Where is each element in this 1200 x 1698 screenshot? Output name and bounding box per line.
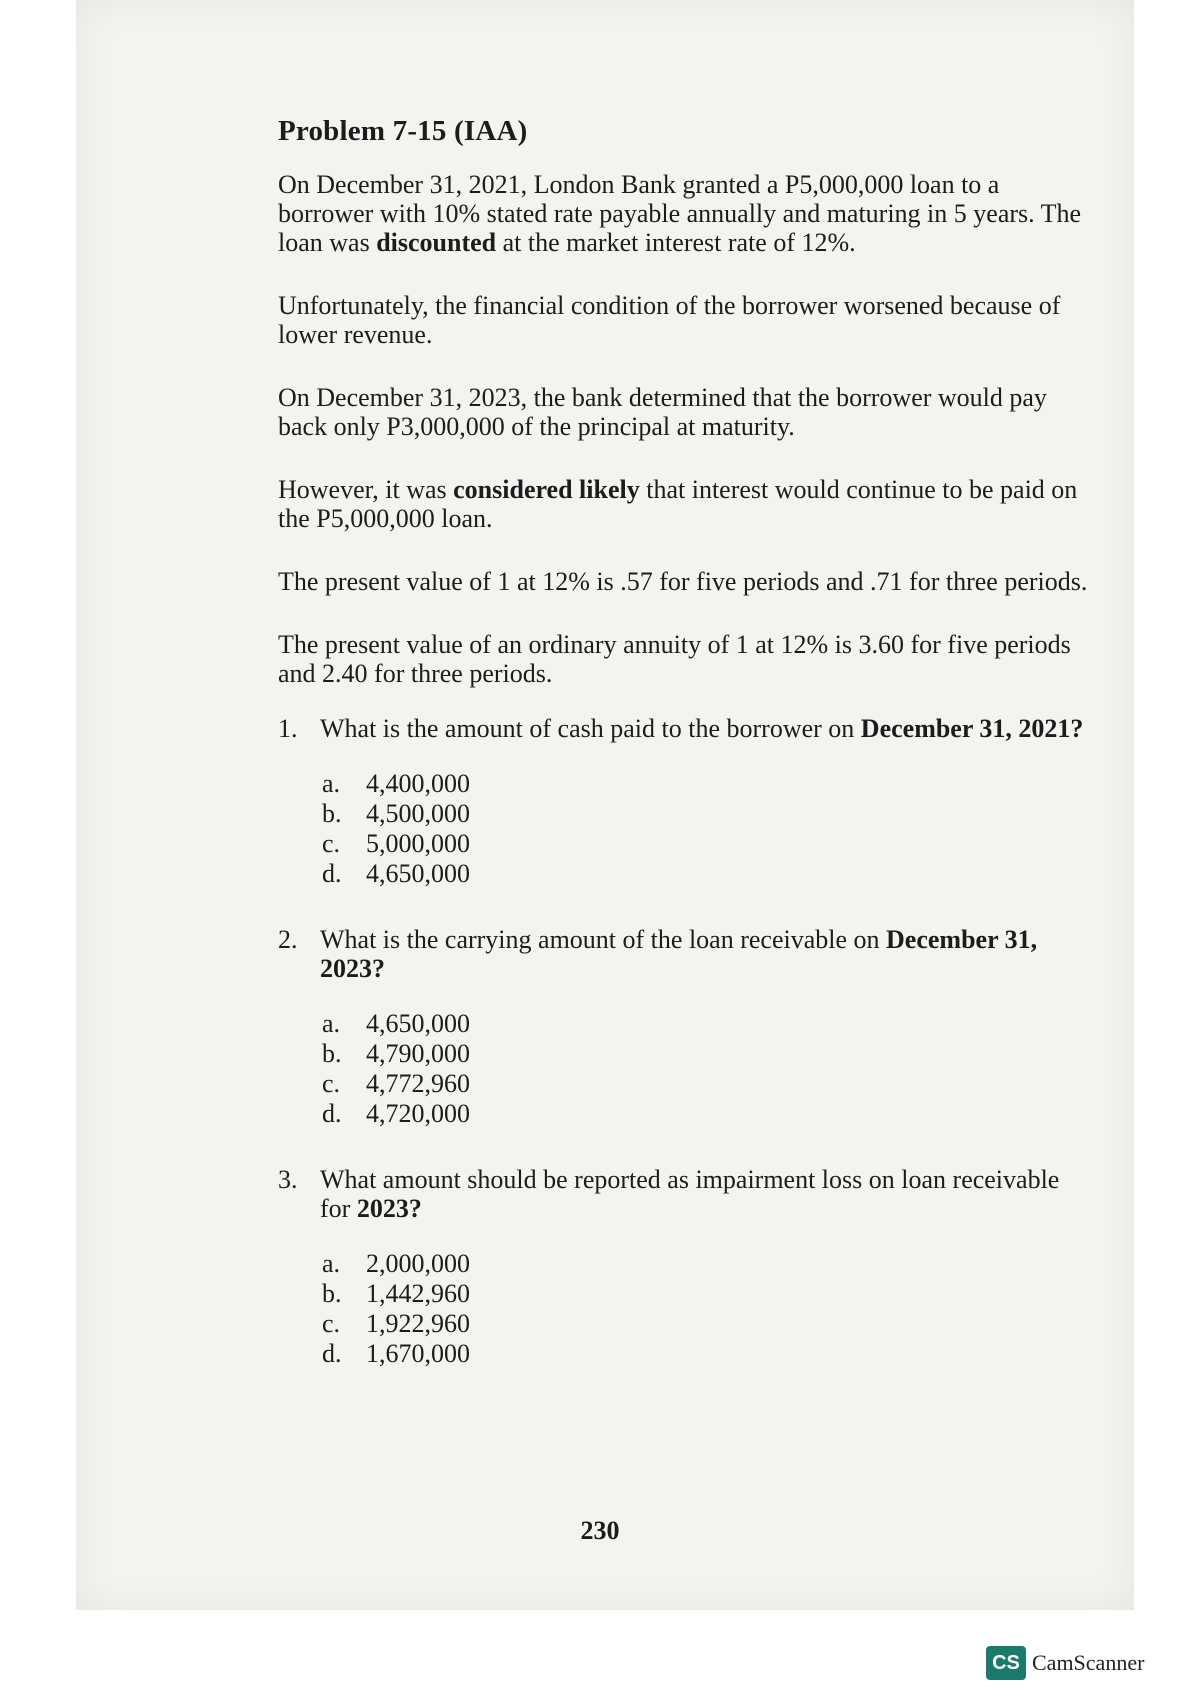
- option: [322, 799, 1090, 829]
- option-letter: d.: [322, 859, 342, 888]
- option: [322, 1099, 1090, 1129]
- option-value: 4,400,000: [366, 769, 470, 798]
- option-letter: c.: [322, 1069, 341, 1098]
- paragraph-determination: On December 31, 2023, the bank determined that the borrower would pay back only P3,000,000 of the principal at maturity.: [278, 383, 1047, 441]
- option: [322, 769, 1090, 799]
- option: [322, 829, 1090, 859]
- option-letter: c.: [322, 1309, 341, 1338]
- option-value: 1,442,960: [366, 1279, 470, 1308]
- paragraph-loan-terms: [278, 170, 1090, 257]
- question-3: [278, 1165, 1090, 1223]
- option-value: 4,650,000: [366, 1009, 470, 1038]
- option: [322, 1069, 1090, 1099]
- question-1-options: [322, 769, 1090, 889]
- text: What is the carrying amount of the loan receivable on: [320, 925, 887, 954]
- option: [322, 1009, 1090, 1039]
- option-value: 4,720,000: [366, 1099, 470, 1128]
- option-letter: b.: [322, 799, 342, 828]
- paragraph-financial-condition: Unfortunately, the financial condition of the borrower worsened because of lower revenue.: [278, 291, 1061, 349]
- problem-title: Problem 7-15 (IAA): [278, 115, 528, 147]
- text: What amount should be reported as impairment loss on loan receivable for: [320, 1165, 1060, 1223]
- text: that interest would continue to be paid on the P5,000,000 loan.: [278, 475, 1078, 533]
- option-letter: a.: [322, 1009, 341, 1038]
- bold-text: 2023?: [356, 1194, 422, 1223]
- option-letter: a.: [322, 769, 341, 798]
- bold-text: considered likely: [453, 475, 640, 504]
- option: [322, 1039, 1090, 1069]
- paragraph-pv-of-1: The present value of 1 at 12% is .57 for five periods and .71 for three periods.: [278, 567, 1088, 596]
- camscanner-watermark: [986, 1646, 1144, 1680]
- paragraph-interest: [278, 475, 1090, 533]
- option-value: 1,922,960: [366, 1309, 470, 1338]
- option-letter: a.: [322, 1249, 341, 1278]
- option-letter: b.: [322, 1039, 342, 1068]
- option-value: 4,790,000: [366, 1039, 470, 1068]
- question-3-options: [322, 1249, 1090, 1369]
- option-letter: d.: [322, 1339, 342, 1368]
- question-number: 2.: [278, 925, 298, 954]
- question-text: [320, 714, 1090, 743]
- option-value: 4,772,960: [366, 1069, 470, 1098]
- option: [322, 1339, 1090, 1369]
- option: [322, 859, 1090, 889]
- camscanner-logo-icon: CS: [986, 1646, 1026, 1680]
- option: [322, 1279, 1090, 1309]
- question-1: [278, 714, 1090, 743]
- text: What is the amount of cash paid to the borrower on: [320, 714, 861, 743]
- option-value: 4,500,000: [366, 799, 470, 828]
- question-number: 1.: [278, 714, 298, 743]
- text: at the market interest rate of 12%.: [496, 228, 856, 257]
- page-number: 230: [580, 1516, 620, 1545]
- option-letter: c.: [322, 829, 341, 858]
- question-2-options: [322, 1009, 1090, 1129]
- text: On December 31, 2021, London Bank granted a P5,000,000 loan to a borrower with 10% stated rate payable annually and maturing in 5 years. The loan was: [278, 170, 1082, 257]
- camscanner-name: CamScanner: [1032, 1650, 1145, 1675]
- text: However, it was: [278, 475, 454, 504]
- question-text: [320, 1165, 1090, 1223]
- option-value: 1,670,000: [366, 1339, 470, 1368]
- question-number: 3.: [278, 1165, 298, 1194]
- page-content: [278, 115, 1090, 1405]
- bold-text: December 31, 2021?: [860, 714, 1084, 743]
- option-value: 5,000,000: [366, 829, 470, 858]
- option-value: 2,000,000: [366, 1249, 470, 1278]
- paragraph-pv-annuity: The present value of an ordinary annuity of 1 at 12% is 3.60 for five periods and 2.40 for three periods.: [278, 630, 1071, 688]
- question-2: [278, 925, 1090, 983]
- option: [322, 1249, 1090, 1279]
- bold-text: discounted: [376, 228, 497, 257]
- option-value: 4,650,000: [366, 859, 470, 888]
- bold-text: December 31, 2023?: [320, 925, 1038, 983]
- option-letter: b.: [322, 1279, 342, 1308]
- option: [322, 1309, 1090, 1339]
- option-letter: d.: [322, 1099, 342, 1128]
- question-text: [320, 925, 1090, 983]
